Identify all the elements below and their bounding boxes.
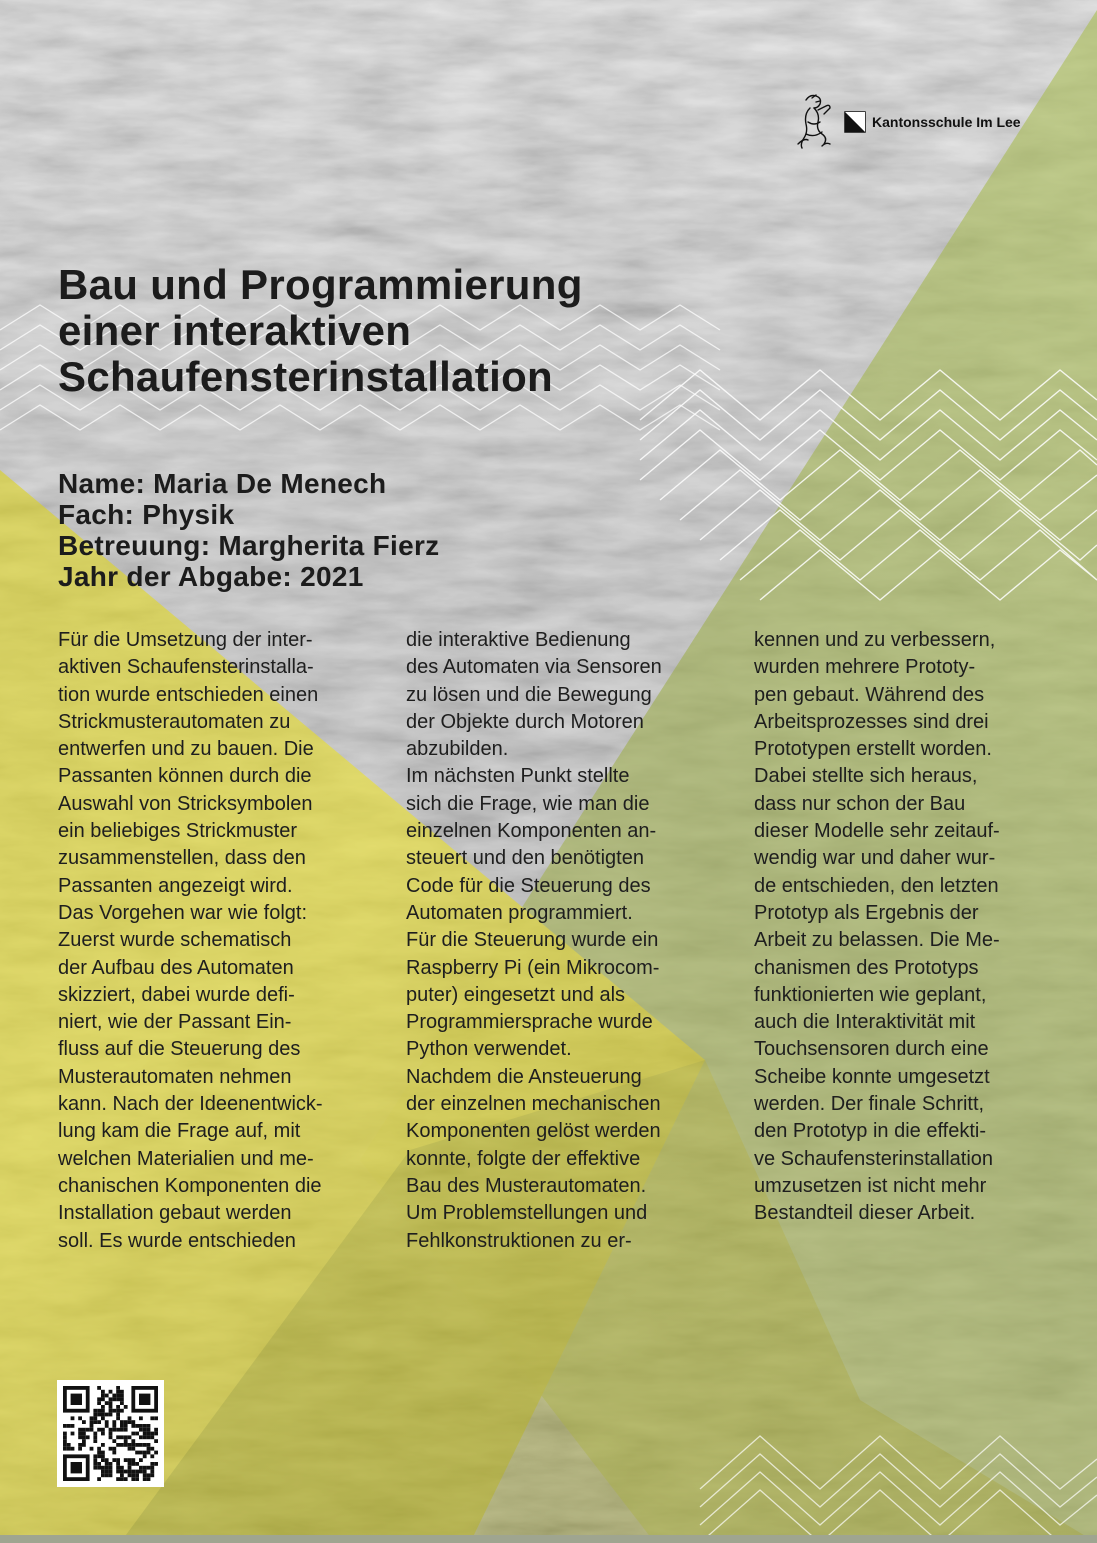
body-text-line: chanismen des Prototyps <box>754 956 979 979</box>
body-text-line: Prototypen erstellt worden. <box>754 738 992 761</box>
body-text-line: Nachdem die Ansteuerung <box>406 1065 642 1088</box>
body-text-line: konnte, folgte der effektive <box>406 1147 641 1170</box>
body-text-line: chanischen Komponenten die <box>58 1174 322 1197</box>
body-text-line: puter) eingesetzt und als <box>406 983 626 1006</box>
body-text-line: Musterautomaten nehmen <box>58 1065 292 1088</box>
body-text-line: Strickmusterautomaten zu <box>58 710 291 733</box>
body-text-line: Passanten angezeigt wird. <box>58 874 293 897</box>
body-text-line: wendig war und daher wur- <box>754 847 996 870</box>
body-text-line: einzelnen Komponenten an- <box>406 820 657 843</box>
body-column-3 <box>754 627 1064 1228</box>
body-text-line: Um Problemstellungen und <box>406 1202 648 1225</box>
body-text-line: entwerfen und zu bauen. Die <box>58 738 314 761</box>
body-text-line: soll. Es wurde entschieden <box>58 1229 296 1252</box>
body-text-line: Für die Steuerung wurde ein <box>406 929 659 952</box>
body-text-line: Installation gebaut werden <box>58 1202 292 1225</box>
body-text-line: der Objekte durch Motoren <box>406 710 644 733</box>
body-text-line: Arbeit zu belassen. Die Me- <box>754 929 1000 952</box>
body-text-line: Automaten programmiert. <box>406 901 633 924</box>
body-text-line: ve Schaufensterinstallation <box>754 1147 994 1170</box>
body-text-line: kennen und zu verbessern, <box>754 629 996 651</box>
body-text-line: Python verwendet. <box>406 1038 572 1061</box>
body-text-line: lung kam die Frage auf, mit <box>58 1120 301 1143</box>
supervisor: Betreuung: Margherita Fierz <box>58 530 440 561</box>
body-text-line: welchen Materialien und me- <box>58 1147 314 1170</box>
body-text-line: pen gebaut. Während des <box>754 683 985 706</box>
body-text-line: abzubilden. <box>406 738 509 761</box>
body-text-line: Dabei stellte sich heraus, <box>754 765 978 788</box>
body-text-line: Auswahl von Stricksymbolen <box>58 792 313 815</box>
body-text-line: Raspberry Pi (ein Mikrocom- <box>406 956 660 979</box>
body-text-line: Touchsensoren durch eine <box>754 1038 989 1061</box>
body-text-line: Zuerst wurde schematisch <box>58 929 292 952</box>
body-text-line: dieser Modelle sehr zeitauf- <box>754 820 1000 843</box>
body-text-line: die interaktive Bedienung <box>406 629 631 651</box>
body-text-line: Code für die Steuerung des <box>406 874 651 897</box>
body-text-line: aktiven Schaufensterinstalla- <box>58 656 314 679</box>
footer-line <box>0 1535 1097 1543</box>
body-text-line: Bestandteil dieser Arbeit. <box>754 1202 976 1225</box>
body-text-line: der Aufbau des Automaten <box>58 956 294 979</box>
body-text-line: werden. Der finale Schritt, <box>754 1093 985 1116</box>
page-title <box>58 262 583 400</box>
school-name: Kantonsschule Im Lee <box>872 114 1021 130</box>
title-line: Bau und Programmierung <box>58 261 583 308</box>
body-text-line: funktionierten wie geplant, <box>754 983 987 1006</box>
lion-crest-icon <box>792 92 834 152</box>
subject: Fach: Physik <box>58 499 235 530</box>
body-text-line: tion wurde entschieden einen <box>58 683 319 706</box>
qr-code[interactable] <box>57 1380 164 1487</box>
body-text-line: wurden mehrere Prototy- <box>754 656 976 679</box>
body-text-line: fluss auf die Steuerung des <box>58 1038 301 1061</box>
title-line: einer interaktiven <box>58 307 412 354</box>
body-text-line: Fehlkonstruktionen zu er- <box>406 1229 632 1252</box>
body-text-line: niert, wie der Passant Ein- <box>58 1011 292 1034</box>
school-logo <box>792 92 1021 152</box>
body-text-line: ein beliebiges Strickmuster <box>58 820 297 843</box>
submission-year: Jahr der Abgabe: 2021 <box>58 561 364 592</box>
body-text-line: Komponenten gelöst werden <box>406 1120 661 1143</box>
body-text-line: dass nur schon der Bau <box>754 792 966 815</box>
body-text-line: Passanten können durch die <box>58 765 312 788</box>
title-line: Schaufensterinstallation <box>58 353 553 400</box>
body-text-line: Programmiersprache wurde <box>406 1011 653 1034</box>
body-text-line: zusammenstellen, dass den <box>58 847 306 870</box>
meta-block <box>58 468 439 592</box>
body-text-line: der einzelnen mechanischen <box>406 1093 661 1116</box>
body-text-line: umzusetzen ist nicht mehr <box>754 1174 987 1197</box>
body-text-line: Arbeitsprozesses sind drei <box>754 710 989 733</box>
author-name: Name: Maria De Menech <box>58 468 387 499</box>
body-text-line: Scheibe konnte umgesetzt <box>754 1065 990 1088</box>
body-text-line: des Automaten via Sensoren <box>406 656 662 679</box>
body-column-2 <box>406 627 716 1255</box>
body-text-line: Im nächsten Punkt stellte <box>406 765 630 788</box>
body-text-line: Prototyp als Ergebnis der <box>754 901 979 924</box>
body-text-line: zu lösen und die Bewegung <box>406 683 652 706</box>
body-text-line: skizziert, dabei wurde defi- <box>58 983 295 1006</box>
body-text-line: kann. Nach der Ideenentwick- <box>58 1093 323 1116</box>
body-text-line: Für die Umsetzung der inter- <box>58 629 313 651</box>
body-text-line: auch die Interaktivität mit <box>754 1011 976 1034</box>
zurich-flag-icon <box>844 111 866 133</box>
body-text-line: de entschieden, den letzten <box>754 874 999 897</box>
body-text-line: den Prototyp in die effekti- <box>754 1120 986 1143</box>
body-column-1 <box>58 627 368 1255</box>
qr-code-icon <box>57 1380 164 1487</box>
body-text-line: steuert und den benötigten <box>406 847 644 870</box>
body-text-line: Bau des Musterautomaten. <box>406 1174 647 1197</box>
body-text-line: sich die Frage, wie man die <box>406 792 650 815</box>
body-text-line: Das Vorgehen war wie folgt: <box>58 901 308 924</box>
